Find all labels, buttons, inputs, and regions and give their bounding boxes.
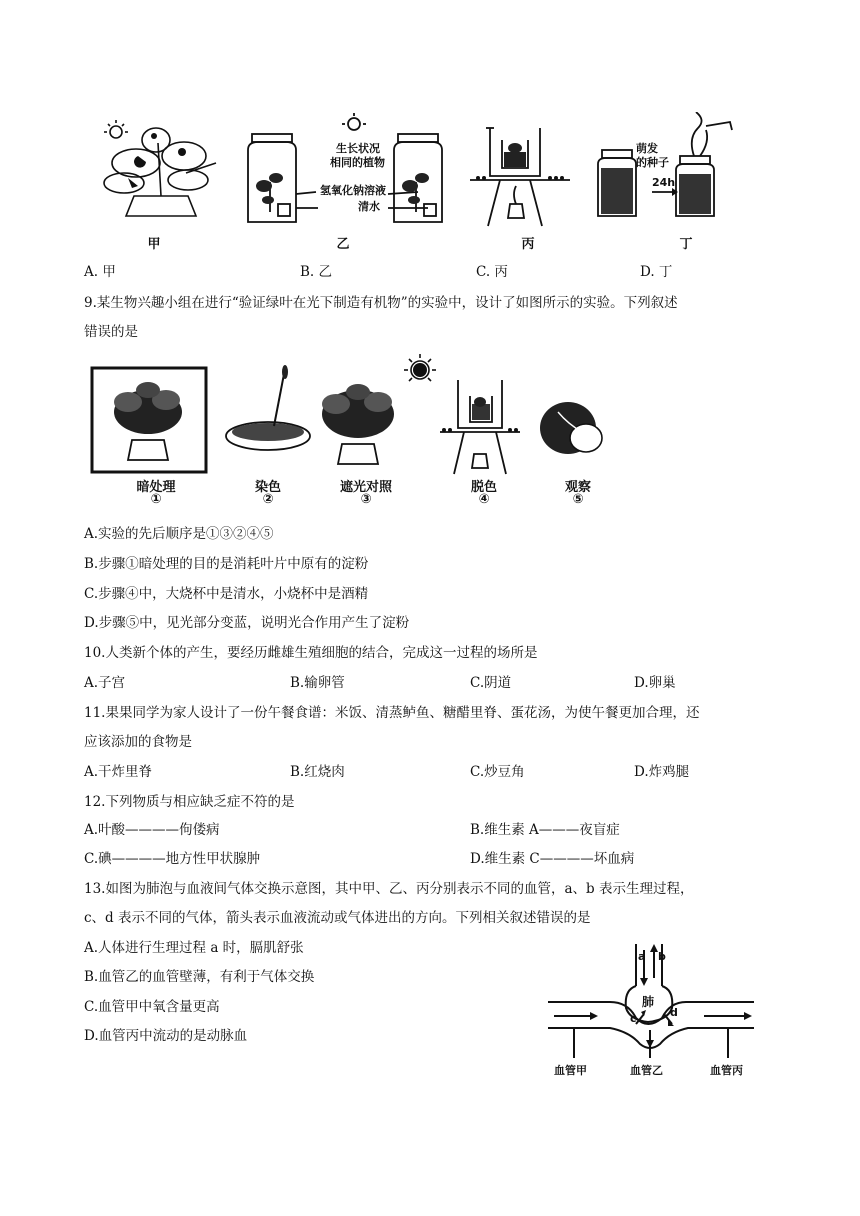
two-jars-comparison-illustration	[238, 112, 468, 230]
vessel-jia-label: 血管甲	[554, 1064, 587, 1077]
q13-stem-line-1: 13.如图为肺泡与血液间气体交换示意图，其中甲、乙、丙分别表示不同的血管，a、b 表示生理过程，	[84, 881, 694, 897]
vessel-yi-label: 血管乙	[630, 1064, 663, 1077]
q13-alveolus-diagram	[540, 940, 770, 1085]
q13-option-a[interactable]: A.人体进行生理过程 a 时，膈肌舒张	[84, 940, 304, 956]
q8-figure-jia	[86, 118, 226, 228]
same-plants-text-2: 相同的植物	[330, 156, 385, 169]
q11-stem-line-1: 11.果果同学为家人设计了一份午餐食谱：米饭、清蒸鲈鱼、糖醋里脊、蛋花汤，为使午餐更加合理，还	[84, 705, 700, 721]
q8-figure-label-yi: 乙	[336, 237, 350, 252]
q11-option-c[interactable]: C.炒豆角	[470, 764, 525, 780]
q9-step-label-1: 暗处理	[136, 480, 176, 495]
q9-option-a[interactable]: A.实验的先后顺序是①③②④⑤	[84, 526, 274, 542]
potted-plant-in-sun-illustration	[86, 118, 226, 228]
same-plants-text-1: 生长状况	[336, 142, 380, 155]
q9-step-num-2: ②	[262, 492, 274, 507]
q13-option-b[interactable]: B.血管乙的血管壁薄，有利于气体交换	[84, 969, 315, 985]
naoh-label: 氢氧化钠溶液	[320, 184, 386, 197]
q8-figure-bing	[470, 118, 580, 228]
q9-step-label-3: 遮光对照	[339, 480, 392, 495]
sprouting-seeds-text-1: 萌发	[636, 142, 658, 155]
q10-stem: 10.人类新个体的产生，要经历雌雄生殖细胞的结合，完成这一过程的场所是	[84, 645, 538, 661]
q9-stem-line-2: 错误的是	[84, 324, 138, 340]
q12-option-c[interactable]: C.碘————地方性甲状腺肿	[84, 851, 261, 867]
q11-stem-line-2: 应该添加的食物是	[84, 734, 192, 750]
sprouting-seeds-text-2: 的种子	[636, 156, 669, 169]
q9-step-num-3: ③	[360, 492, 372, 507]
q9-option-b[interactable]: B.步骤①暗处理的目的是消耗叶片中原有的淀粉	[84, 556, 369, 572]
q9-stem-line-1: 9.某生物兴趣小组在进行“验证绿叶在光下制造有机物”的实验中，设计了如图所示的实验。下列叙述	[84, 295, 678, 311]
process-a-label: a	[638, 950, 646, 963]
q12-stem: 12.下列物质与相应缺乏症不符的是	[84, 794, 295, 810]
q13-stem-line-2: c、d 表示不同的气体，箭头表示血液流动或气体进出的方向。下列相关叙述错误的是	[84, 910, 591, 926]
q12-option-a[interactable]: A.叶酸————佝偻病	[84, 822, 220, 838]
vessel-bing-label: 血管丙	[710, 1064, 743, 1077]
q9-step-label-2: 染色	[254, 480, 281, 495]
q9-step-num-5: ⑤	[572, 492, 584, 507]
q8-option-c[interactable]: C. 丙	[476, 264, 508, 280]
q8-figure-yi	[238, 112, 468, 230]
q11-option-d[interactable]: D.炸鸡腿	[634, 764, 690, 780]
q10-option-c[interactable]: C.阴道	[470, 675, 512, 691]
water-bath-heating-illustration	[470, 118, 580, 228]
q12-option-d[interactable]: D.维生素 C————坏血病	[470, 851, 635, 867]
q9-step-num-1: ①	[150, 492, 162, 507]
sprouting-seeds-jars-illustration	[592, 112, 742, 230]
q10-option-d[interactable]: D.卵巢	[634, 675, 676, 691]
q10-option-a[interactable]: A.子宫	[84, 675, 126, 691]
q9-step-label-5: 观察	[564, 480, 591, 495]
q9-option-d[interactable]: D.步骤⑤中，见光部分变蓝，说明光合作用产生了淀粉	[84, 615, 410, 631]
gas-d-label: d	[670, 1006, 678, 1019]
q8-option-d[interactable]: D. 丁	[640, 264, 673, 280]
process-b-label: b	[658, 950, 666, 963]
q8-option-a[interactable]: A. 甲	[84, 264, 116, 280]
lung-label: 肺	[642, 995, 655, 1009]
gas-c-label: c	[630, 1012, 637, 1025]
q11-option-a[interactable]: A.干炸里脊	[84, 764, 153, 780]
q13-option-c[interactable]: C.血管甲中氧含量更高	[84, 999, 220, 1015]
q12-option-b[interactable]: B.维生素 A———夜盲症	[470, 822, 620, 838]
time-24h-label: 24h	[652, 176, 676, 189]
water-label: 清水	[358, 200, 380, 213]
alveolus-gas-exchange-diagram	[540, 940, 770, 1085]
q8-figure-label-ding: 丁	[679, 237, 693, 252]
q11-option-b[interactable]: B.红烧肉	[290, 764, 345, 780]
q8-figure-ding	[592, 112, 742, 230]
q13-option-d[interactable]: D.血管丙中流动的是动脉血	[84, 1028, 248, 1044]
q9-step-num-4: ④	[478, 492, 490, 507]
q10-option-b[interactable]: B.输卵管	[290, 675, 345, 691]
q8-figure-label-jia: 甲	[147, 237, 161, 252]
q8-figure-label-bing: 丙	[521, 237, 535, 252]
q9-step-label-4: 脱色	[470, 480, 497, 495]
q8-option-b[interactable]: B. 乙	[300, 264, 333, 280]
q9-option-c[interactable]: C.步骤④中，大烧杯中是清水，小烧杯中是酒精	[84, 586, 369, 602]
